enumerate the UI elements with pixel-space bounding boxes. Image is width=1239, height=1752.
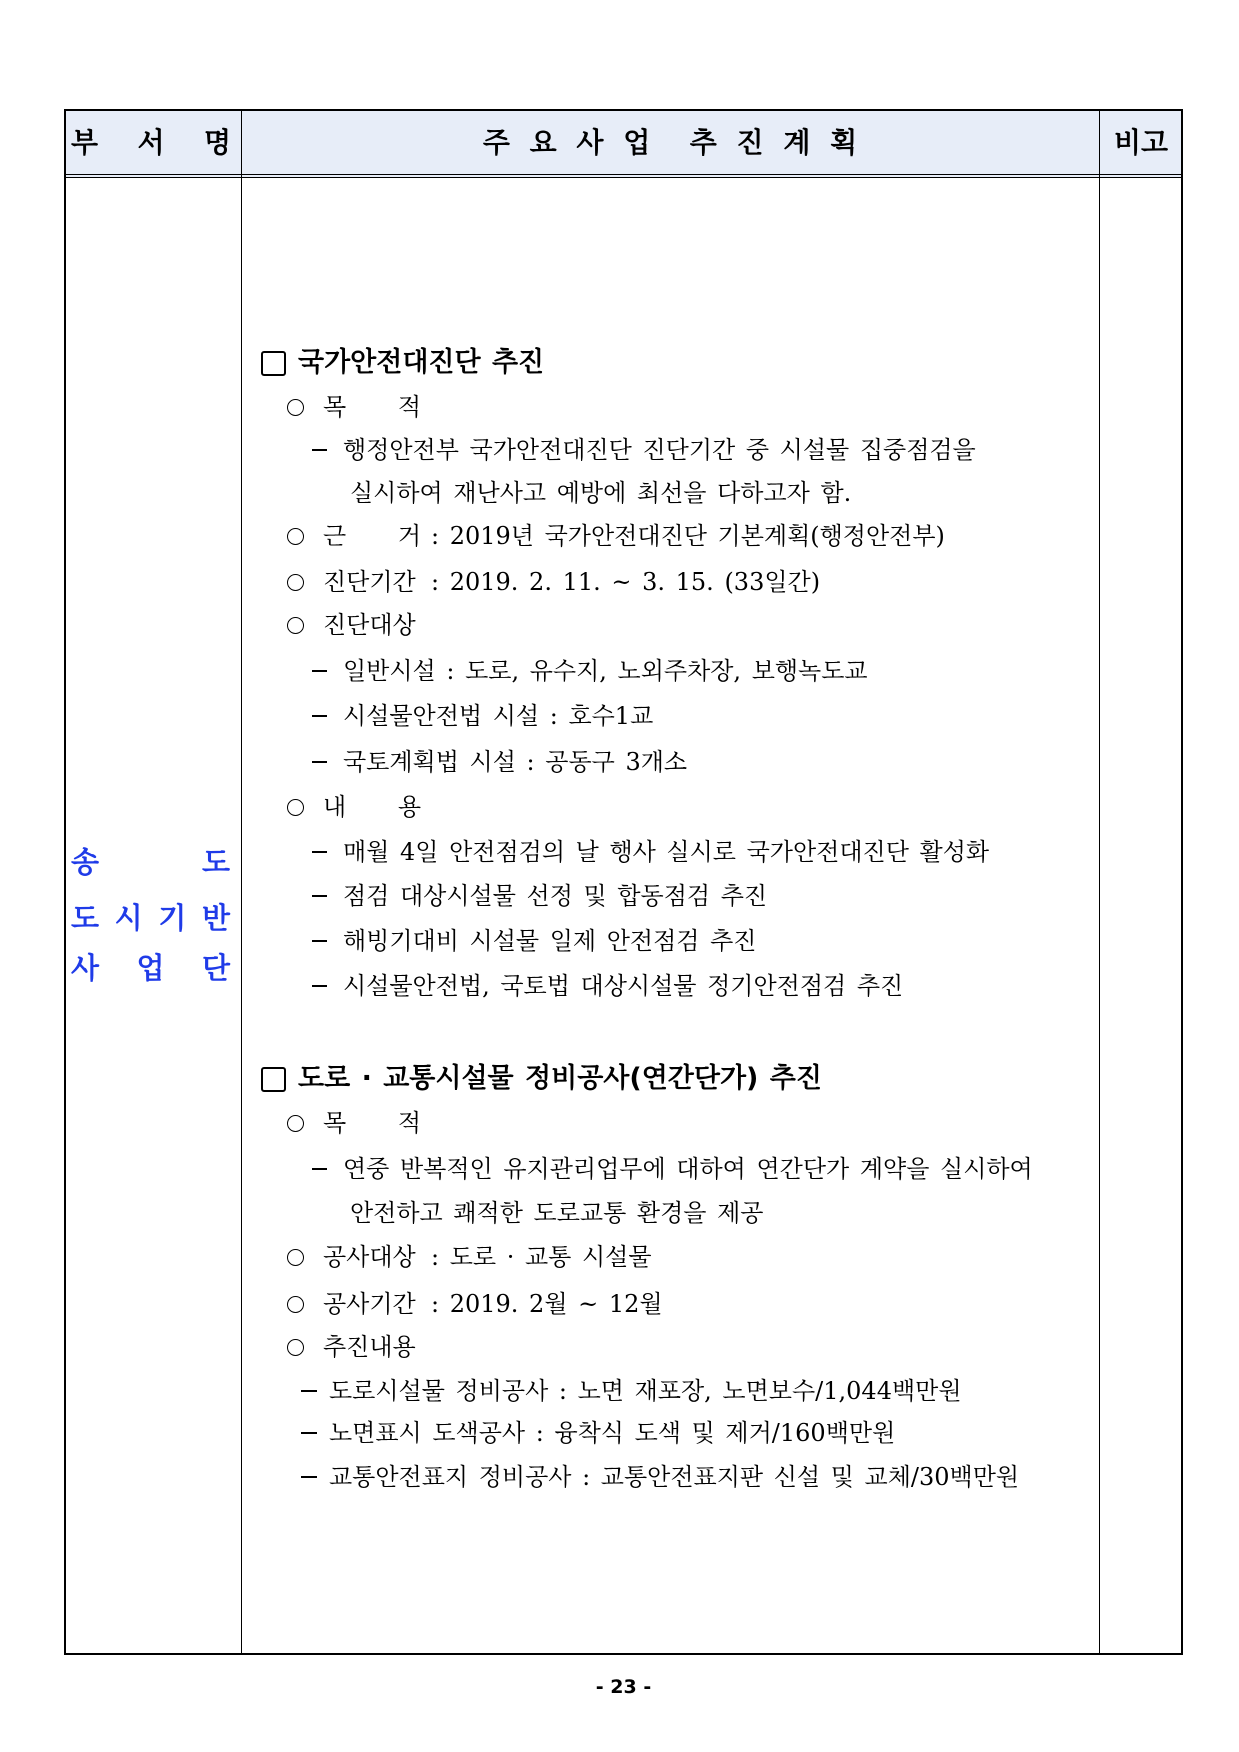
square-bullet-icon [261, 1067, 286, 1092]
circle-bullet-icon [287, 799, 304, 816]
content-item [312, 971, 903, 1001]
target-item [312, 701, 653, 731]
section-title: 국가안전대진단 추진 [298, 347, 545, 378]
item-value: : 2019년 국가안전대진단 기본계획(행정안전부) [431, 522, 945, 550]
sub-item-text: 시설물안전법, 국토법 대상시설물 정기안전점검 추진 [343, 972, 904, 1000]
sub-item-text: 행정안전부 국가안전대진단 진단기간 중 시설물 집중점검을 [343, 436, 976, 464]
item-value: : 2019. 2. 11. ~ 3. 15. (33일간) [431, 568, 821, 596]
sub-item-text: 교통안전표지 정비공사 : 교통안전표지판 신설 및 교체/30백만원 [329, 1463, 1020, 1491]
department-name-line: 송 도 [71, 845, 230, 879]
period-row [287, 567, 820, 597]
contents-row [287, 792, 421, 822]
column-divider-left [241, 111, 242, 1653]
circle-bullet-icon [287, 1249, 304, 1266]
circle-bullet-icon [287, 528, 304, 545]
basis-row [287, 521, 945, 551]
purpose-line-continued [350, 1198, 763, 1228]
continuation-text: 안전하고 쾌적한 도로교통 환경을 제공 [350, 1199, 764, 1227]
sub-item-text: 매월 4일 안전점검의 날 행사 실시로 국가안전대진단 활성화 [343, 838, 990, 866]
purpose-line [312, 1154, 1033, 1184]
item-label: 근 거 [323, 522, 421, 550]
sub-item-text: 노면표시 도색공사 : 융착식 도색 및 제거/160백만원 [329, 1419, 896, 1447]
header-remarks: 비고 [1113, 126, 1169, 159]
sub-item-text: 시설물안전법 시설 : 호수1교 [343, 702, 654, 730]
section-title: 도로 · 교통시설물 정비공사(연간단가) 추진 [298, 1063, 822, 1094]
work-period-row [287, 1289, 663, 1319]
dash-bullet-icon [312, 761, 327, 763]
item-label: 목 적 [323, 1109, 421, 1137]
sub-item-text: 일반시설 : 도로, 유수지, 노외주차장, 보행녹도교 [343, 657, 868, 685]
header-plan: 주 요 사 업 추 진 계 획 [482, 126, 858, 159]
continuation-text: 실시하여 재난사고 예방에 최선을 다하고자 함. [350, 479, 852, 507]
circle-bullet-icon [287, 574, 304, 591]
dash-bullet-icon [312, 940, 327, 942]
item-label: 진단기간 [323, 568, 416, 596]
purpose-row [287, 392, 421, 422]
square-bullet-icon [261, 351, 286, 376]
purpose-line [312, 435, 976, 465]
circle-bullet-icon [287, 1115, 304, 1132]
content-item [312, 837, 989, 867]
header-department: 부 서 명 [71, 126, 231, 159]
section-title-row [261, 346, 544, 380]
department-name-line: 사 업 단 [71, 951, 230, 985]
dash-bullet-icon [312, 985, 327, 987]
item-label: 진단대상 [323, 611, 416, 639]
section-title-row [261, 1062, 822, 1096]
dash-bullet-icon [312, 1168, 327, 1170]
content-item [301, 1418, 895, 1448]
sub-item-text: 국토계획법 시설 : 공동구 3개소 [343, 748, 688, 776]
column-divider-right [1099, 111, 1100, 1653]
page-number: - 23 - [595, 1676, 652, 1698]
item-label: 공사기간 [323, 1290, 416, 1318]
item-label: 추진내용 [323, 1333, 416, 1361]
item-value: : 도로 · 교통 시설물 [431, 1243, 652, 1271]
dash-bullet-icon [312, 851, 327, 853]
circle-bullet-icon [287, 1296, 304, 1313]
dash-bullet-icon [301, 1390, 317, 1392]
targets-row [287, 610, 421, 640]
dash-bullet-icon [301, 1432, 317, 1434]
dash-bullet-icon [301, 1476, 317, 1478]
target-item [312, 656, 868, 686]
target-item [312, 747, 687, 777]
circle-bullet-icon [287, 1339, 304, 1356]
content-item [312, 926, 756, 956]
item-label: 공사대상 [323, 1243, 416, 1271]
purpose-line-continued [350, 478, 851, 508]
item-label: 목 적 [323, 393, 421, 421]
purpose-row [287, 1108, 421, 1138]
sub-item-text: 해빙기대비 시설물 일제 안전점검 추진 [343, 927, 757, 955]
work-target-row [287, 1242, 652, 1272]
dash-bullet-icon [312, 449, 327, 451]
content-item [301, 1376, 962, 1406]
contents-row [287, 1332, 421, 1362]
item-label: 내 용 [323, 793, 421, 821]
dash-bullet-icon [312, 715, 327, 717]
content-item [312, 881, 767, 911]
circle-bullet-icon [287, 399, 304, 416]
dash-bullet-icon [312, 895, 327, 897]
sub-item-text: 점검 대상시설물 선정 및 합동점검 추진 [343, 882, 768, 910]
circle-bullet-icon [287, 617, 304, 634]
item-value: : 2019. 2월 ~ 12월 [431, 1290, 663, 1318]
department-name-line: 도 시 기 반 [71, 901, 230, 935]
dash-bullet-icon [312, 670, 327, 672]
sub-item-text: 연중 반복적인 유지관리업무에 대하여 연간단가 계약을 실시하여 [343, 1155, 1033, 1183]
sub-item-text: 도로시설물 정비공사 : 노면 재포장, 노면보수/1,044백만원 [329, 1377, 962, 1405]
content-item [301, 1462, 1019, 1492]
